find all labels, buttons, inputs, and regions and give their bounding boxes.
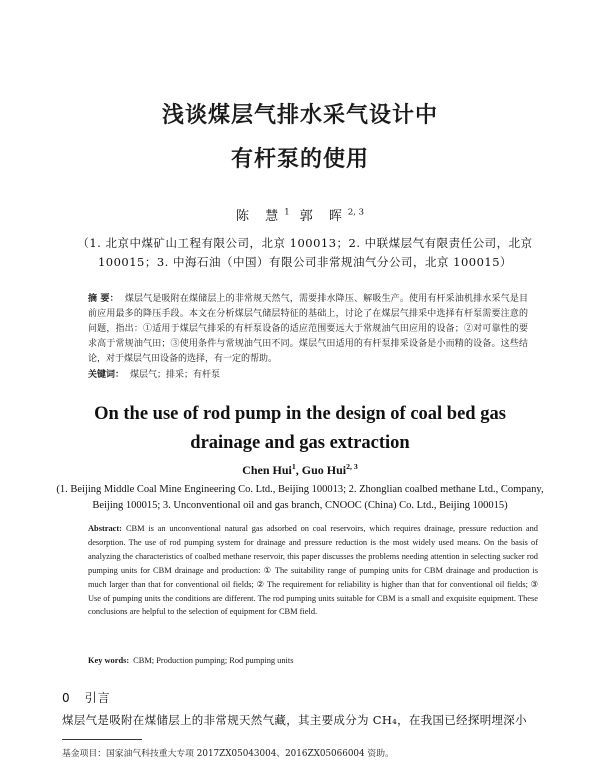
chinese-abstract-label: 摘 要： bbox=[88, 294, 119, 304]
chinese-author-2-affiliation-mark: 2, 3 bbox=[347, 206, 364, 217]
chinese-author-separator bbox=[290, 209, 300, 224]
section-number: 0 bbox=[62, 691, 71, 705]
english-author-2-affiliation-mark: 2, 3 bbox=[346, 462, 358, 471]
chinese-title-line-1: 浅谈煤层气排水采气设计中 bbox=[161, 103, 438, 128]
english-title-line-1: On the use of rod pump in the design of coal bed gas bbox=[94, 404, 506, 424]
english-author-2: Guo Hui bbox=[301, 463, 347, 477]
english-authors: Chen Hui$^1$, Guo Hui$^{2, 3}$ bbox=[242, 462, 358, 477]
chinese-abstract bbox=[88, 292, 528, 367]
funding-footnote: 基金项目：国家油气科技重大专项 2017ZX05043004、2016ZX05066004 资助。 bbox=[62, 749, 394, 759]
chinese-abstract-text: 煤层气是吸附在煤储层上的非常规天然气，需要排水降压、解吸生产。使用有杆采油机排水采气是目前应用最多的降压手段。本文在分析煤层气储层特征的基础上，讨论了在煤层气排采中选择有杆泵需要注意的问题，指出：①适用于煤层气排采的有杆泵设备的适应范围要远大于常规油气田应用的设备；②对可靠性的要求高于常规油气田；③使用条件与常规油气田不同。煤层气田适用的有杆泵排采设备是小而精的设备。这些结论，对于煤层气田设备的选择，有一定的帮助。 bbox=[88, 294, 528, 364]
english-abstract-label: Abstract: bbox=[88, 524, 122, 533]
english-keywords-label: Key words: bbox=[88, 656, 130, 665]
chinese-keywords-label: 关键词： bbox=[88, 370, 125, 380]
english-author-1: Chen Hui bbox=[242, 463, 292, 477]
english-title-line-2: drainage and gas extraction bbox=[190, 433, 410, 453]
introduction-paragraph: 煤层气是吸附在煤储层上的非常规天然气藏，其主要成分为 CH₄，在我国已经探明埋深小 bbox=[62, 713, 527, 727]
chinese-title-line-2: 有杆泵的使用 bbox=[230, 147, 369, 172]
english-author-1-affiliation-mark: 1 bbox=[291, 462, 296, 471]
chinese-keywords bbox=[88, 368, 528, 382]
english-keywords-text: CBM; Production pumping; Rod pumping units bbox=[133, 656, 294, 665]
section-heading-introduction bbox=[62, 689, 111, 706]
chinese-author-2: 郭 晖 bbox=[299, 209, 348, 224]
english-abstract bbox=[88, 522, 538, 619]
english-title bbox=[0, 400, 600, 458]
chinese-keywords-text: 煤层气；排采；有杆泵 bbox=[130, 370, 221, 380]
chinese-authors bbox=[0, 205, 600, 224]
english-affiliations: (1. Beijing Middle Coal Mine Engineering Co. Ltd., Beijing 100013; 2. Zhonglian coalbed methane Ltd., Company, Beijing 100015; 3. Unconventional oil and gas branch, CNOOC (China) Co. Ltd., Beijing 100015) bbox=[56, 484, 544, 511]
chinese-author-1: 陈 慧 bbox=[236, 209, 285, 224]
footnote-divider bbox=[62, 739, 142, 740]
english-abstract-text: CBM is an unconventional natural gas adsorbed on coal reservoirs, which requires drainage, pressure reduction and desorption. The use of rod pumping system for drainage and pressure reduction is the most widely used means. On the basis of analyzing the characteristics of coalbed methane reservoir, this paper discusses the problems needing attention in selecting sucker rod pumping units for CBM drainage and production: ① The suitability range of pumping units for CBM drainage and production is much larger than that for conventional oil fields; ② The requirement for reliability is higher than that for conventional oil fields; ③ Use of pumping units the conditions are different. The rod pumping units suitable for CBM is a small and exquisite equipment. These conclusions are helpful to the selection of equipment for CBM field. bbox=[88, 524, 538, 617]
english-keywords bbox=[88, 654, 538, 667]
chinese-affiliations: （1. 北京中煤矿山工程有限公司，北京 100013；2. 中联煤层气有限责任公司，北京 100015；3. 中海石油（中国）有限公司非常规油气分公司，北京 100015） bbox=[77, 236, 533, 269]
section-title: 引言 bbox=[84, 691, 111, 705]
chinese-author-1-affiliation-mark: 1 bbox=[284, 206, 290, 217]
